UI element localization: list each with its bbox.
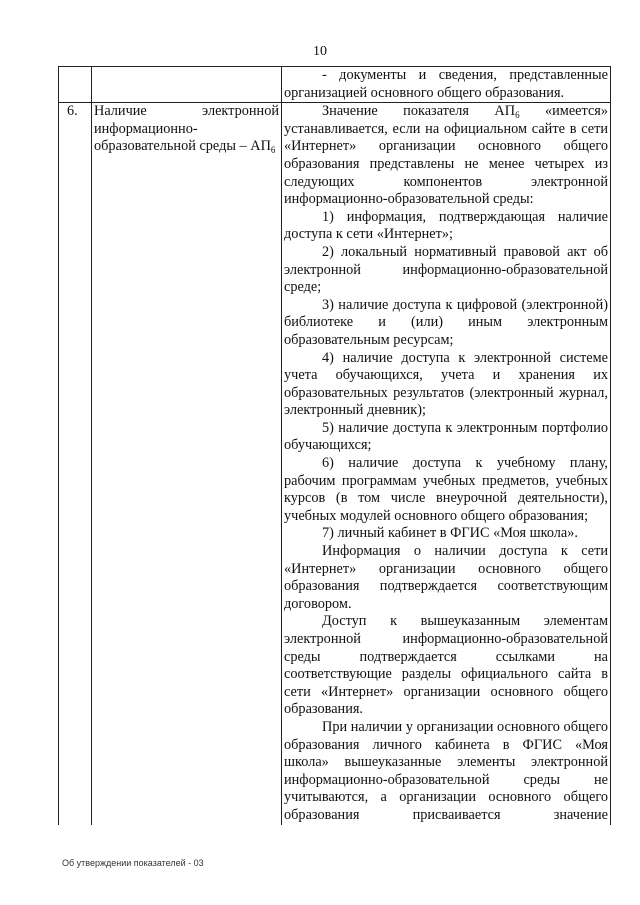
table-row <box>59 67 611 103</box>
description-paragraph: 5) наличие доступа к электронным портфолио обучающихся; <box>284 419 608 454</box>
page-number: 10 <box>313 44 327 59</box>
description-paragraph: 6) наличие доступа к учебному плану, рабочим программам учебных предметов, учебных курсов (в том числе внеурочной деятельности), учебных модулей основного общего образования; <box>284 455 608 524</box>
description-paragraph: Доступ к вышеуказанным элементам электронной информационно-образовательной среды подтверждается ссылками на соответствующие разделы официального сайта в сети «Интернет» организации основного общего образования. <box>284 613 608 718</box>
indicator-name-text: Наличие электронной информационно-образовательной среды – АП <box>94 103 279 155</box>
indicators-table <box>58 66 611 825</box>
indicator-description <box>282 67 611 103</box>
indicator-name <box>92 67 282 103</box>
row-number: 6. <box>59 103 92 825</box>
description-text: «имеется» устанавливается, если на официальном сайте в сети «Интернет» организации основного общего образования представлены не менее четырех из следующих компонентов электронной информационно-образовательной среды: <box>284 103 609 208</box>
description-text: Значение показателя АП <box>322 103 516 120</box>
description-paragraph: При наличии у организации основного общего образования личного кабинета в ФГИС «Моя школа» вышеуказанные элементы электронной информационно-образовательной среды не учитываются, а организации основного общего образования присваивается значение <box>284 718 608 823</box>
description-paragraph: Информация о наличии доступа к сети «Интернет» организации основного общего образования подтверждается соответствующим договором. <box>284 543 608 612</box>
indicator-subscript: 6 <box>515 110 520 121</box>
description-paragraph: - документы и сведения, представленные организацией основного общего образования. <box>284 67 608 101</box>
description-paragraph: 7) личный кабинет в ФГИС «Моя школа». <box>322 525 579 542</box>
description-paragraph: 1) информация, подтверждающая наличие доступа к сети «Интернет»; <box>284 208 608 243</box>
description-paragraph: 3) наличие доступа к цифровой (электронной) библиотеке и (или) иным электронным образовательным ресурсам; <box>284 296 608 348</box>
indicator-subscript: 6 <box>270 145 276 156</box>
description-paragraph: 4) наличие доступа к электронной системе учета обучающихся, учета и хранения их образовательных результатов (электронный журнал, электронный дневник); <box>284 349 608 419</box>
description-paragraph <box>284 103 608 209</box>
footer-note: Об утверждении показателей - 03 <box>62 858 204 868</box>
table-row <box>59 103 611 825</box>
indicator-description <box>282 103 611 825</box>
indicator-name <box>92 103 282 825</box>
description-paragraph: 2) локальный нормативный правовой акт об электронной информационно-образовательной среде; <box>284 243 608 296</box>
row-number <box>59 67 92 103</box>
